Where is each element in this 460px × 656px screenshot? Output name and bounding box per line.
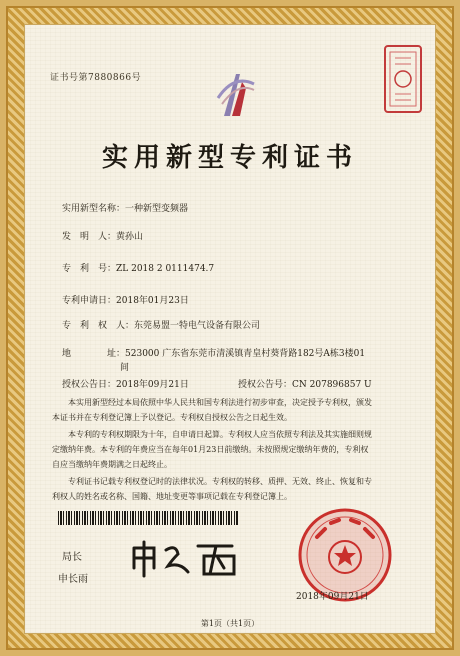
seal-date: 2018年09月21日: [296, 592, 369, 602]
certificate-number: 证书号第7880866号: [50, 73, 142, 83]
field-utility-name: 实用新型名称：一种新型变频器: [62, 204, 189, 214]
field-inventor: 发 明 人：黄孙山: [62, 232, 144, 242]
paragraph-line-3: 本专利的专利权期限为十年，自申请日起算。专利权人应当依照专利法及其实施细则规: [68, 430, 372, 439]
field-application-date: 专利申请日：2018年01月23日: [62, 296, 189, 306]
top-stamp-icon: [383, 44, 423, 114]
paragraph-line-2: 本证书并在专利登记簿上予以登记。专利权自授权公告之日起生效。: [52, 413, 292, 422]
paragraph-line-6: 专利证书记载专利权登记时的法律状况。专利权的转移、质押、无效、终止、恢复和专: [68, 477, 372, 486]
field-address-continued: 间: [120, 363, 130, 373]
field-address: 地 址：523000 广东省东莞市清溪镇青皇村葵背路182号A栋3楼01: [62, 349, 366, 359]
barcode-icon: [58, 511, 238, 525]
paragraph-line-5: 自应当缴纳年费期满之日起终止。: [52, 460, 172, 469]
field-patentee: 专 利 权 人：东莞易盟一特电气设备有限公司: [62, 321, 261, 331]
paragraph-line-1: 本实用新型经过本局依照中华人民共和国专利法进行初步审查，决定授予专利权，颁发: [68, 398, 372, 407]
signature-icon: [128, 538, 248, 580]
paragraph-line-4: 定缴纳年费。本专利的年费应当在每年01月23日前缴纳。未按照规定缴纳年费的，专利权: [52, 445, 369, 454]
certificate-title: 实用新型专利证书: [101, 143, 358, 173]
paragraph-line-7: 利权人的姓名或名称、国籍、地址变更等事项记载在专利登记簿上。: [52, 492, 292, 501]
patent-office-logo-icon: [214, 68, 258, 120]
field-grant-date: 授权公告日：2018年09月21日: [62, 380, 189, 390]
signer-title: 局长: [62, 552, 82, 563]
signer-name: 申长雨: [58, 574, 88, 585]
page-footer: 第1页（共1页）: [200, 619, 260, 628]
field-patent-number: 专 利 号：ZL 2018 2 0111474.7: [62, 264, 215, 274]
field-grant-number: 授权公告号：CN 207896857 U: [238, 380, 372, 390]
